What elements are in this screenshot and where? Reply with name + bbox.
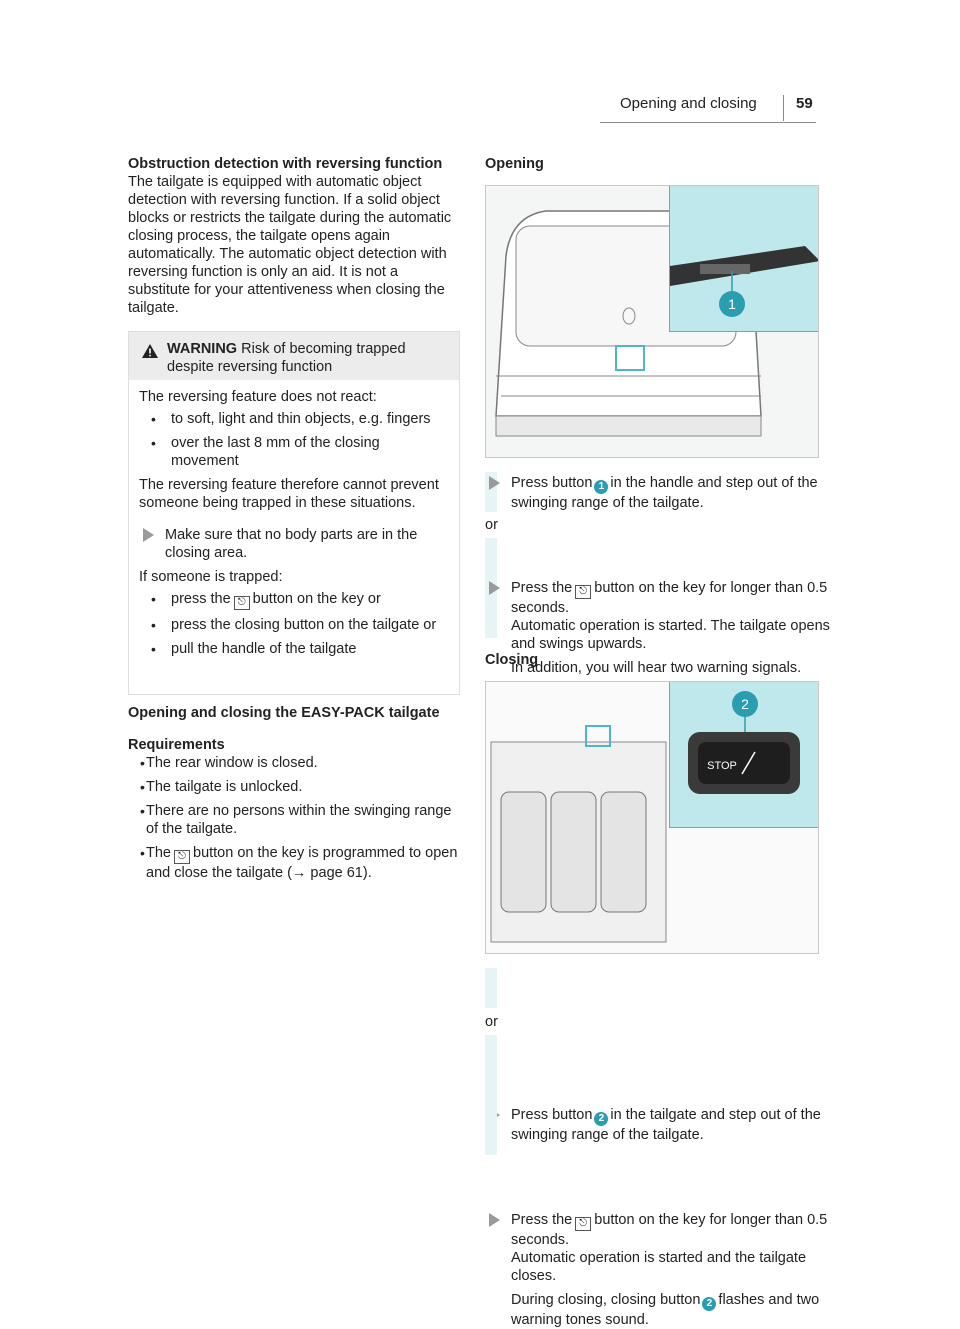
list-item: • The tailgate is unlocked. bbox=[128, 778, 460, 796]
step-bar bbox=[485, 1035, 497, 1155]
list-item: • press the ⎋ button on the key or bbox=[139, 590, 449, 610]
step-arrow-icon bbox=[489, 476, 500, 490]
obstruction-body: The tailgate is equipped with automatic object detection with reversing function. If a solid object blocks or restricts the tailgate during the automatic closing process, the tailgate opens again automatically. The automatic object detection with reversing function is only an aid. It is not a substitute for your attentiveness when closing the tailgate. bbox=[128, 174, 452, 316]
handle-closeup-drawing bbox=[670, 186, 819, 331]
list-item: • pull the handle of the tailgate bbox=[139, 640, 449, 658]
warning-label: WARNING bbox=[167, 341, 238, 357]
warning-title: Risk of becoming trapped despite reversing function bbox=[167, 341, 406, 375]
callout-2-marker: 2 bbox=[702, 1297, 716, 1311]
stop-button-closeup bbox=[670, 682, 819, 827]
stop-label: STOP bbox=[707, 760, 737, 772]
header-rule bbox=[600, 122, 816, 123]
running-header-title: Opening and closing bbox=[620, 95, 757, 112]
if-trapped: If someone is trapped: bbox=[139, 569, 283, 585]
tailgate-key-icon: ⎋ bbox=[575, 1217, 591, 1231]
callout-1-marker: 1 bbox=[594, 480, 608, 494]
step-bar bbox=[485, 968, 497, 1008]
callout-1: 1 bbox=[728, 296, 736, 312]
easy-pack-heading: Opening and closing the EASY-PACK tailgate bbox=[128, 705, 440, 721]
handle-inset bbox=[669, 185, 819, 332]
warning-list bbox=[139, 410, 449, 470]
stop-button-inset bbox=[669, 681, 819, 828]
list-item: • The ⎋ button on the key is programmed to open and close the tailgate (→ page 61). bbox=[128, 844, 460, 882]
requirements-list bbox=[128, 754, 460, 882]
or-label: or bbox=[485, 1014, 498, 1030]
list-item: • over the last 8 mm of the closing movement bbox=[139, 434, 449, 470]
warning-triangle-icon bbox=[141, 343, 159, 359]
trapped-list bbox=[139, 590, 449, 658]
tailgate-key-icon: ⎋ bbox=[174, 850, 190, 864]
opening-step-1: Press button 1 in the handle and step out of the swinging range of the tailgate. bbox=[485, 474, 841, 512]
callout-2: 2 bbox=[741, 696, 749, 712]
closing-illustration bbox=[485, 681, 819, 954]
closing-step-1: Press button 2 in the tailgate and step out of the swinging range of the tailgate. bbox=[485, 1106, 841, 1144]
tailgate-key-icon: ⎋ bbox=[575, 585, 591, 599]
step-arrow-icon bbox=[489, 1213, 500, 1227]
list-item: • The rear window is closed. bbox=[128, 754, 460, 772]
page-number: 59 bbox=[796, 95, 813, 112]
closing-step-2: Press the ⎋ button on the key for longer than 0.5 seconds. Automatic operation is started and the tailgate closes. During closing, closing button 2 flashes and two warning tones sound. bbox=[485, 1211, 841, 1329]
opening-heading: Opening bbox=[485, 156, 544, 172]
warning-header bbox=[129, 332, 459, 380]
obstruction-section bbox=[128, 155, 460, 317]
step-arrow-icon bbox=[143, 528, 154, 542]
opening-illustration bbox=[485, 185, 819, 458]
requirements-label: Requirements bbox=[128, 737, 225, 753]
step-arrow-icon bbox=[489, 581, 500, 595]
closing-heading: Closing bbox=[485, 652, 539, 668]
warning-consequence: The reversing feature therefore cannot prevent someone being trapped in these situations. bbox=[139, 477, 439, 511]
warning-step: Make sure that no body parts are in the closing area. bbox=[139, 526, 449, 562]
callout-2-marker: 2 bbox=[594, 1112, 608, 1126]
list-item: • to soft, light and thin objects, e.g. fingers bbox=[139, 410, 449, 428]
header-separator bbox=[783, 95, 784, 121]
page-link[interactable]: → page 61 bbox=[291, 865, 363, 881]
or-label: or bbox=[485, 517, 498, 533]
warning-intro: The reversing feature does not react: bbox=[139, 389, 377, 405]
list-item: • press the closing button on the tailgate or bbox=[139, 616, 449, 634]
easy-pack-section bbox=[128, 704, 460, 888]
tailgate-key-icon: ⎋ bbox=[234, 596, 250, 610]
warning-box bbox=[128, 331, 460, 695]
list-item: • There are no persons within the swinging range of the tailgate. bbox=[128, 802, 460, 838]
obstruction-heading: Obstruction detection with reversing function bbox=[128, 156, 443, 172]
warning-body bbox=[129, 380, 459, 658]
opening-step-2: Press the ⎋ button on the key for longer than 0.5 seconds. Automatic operation is started. The tailgate opens and swings upwards. In addition, you will hear two warning signals. bbox=[485, 579, 841, 677]
